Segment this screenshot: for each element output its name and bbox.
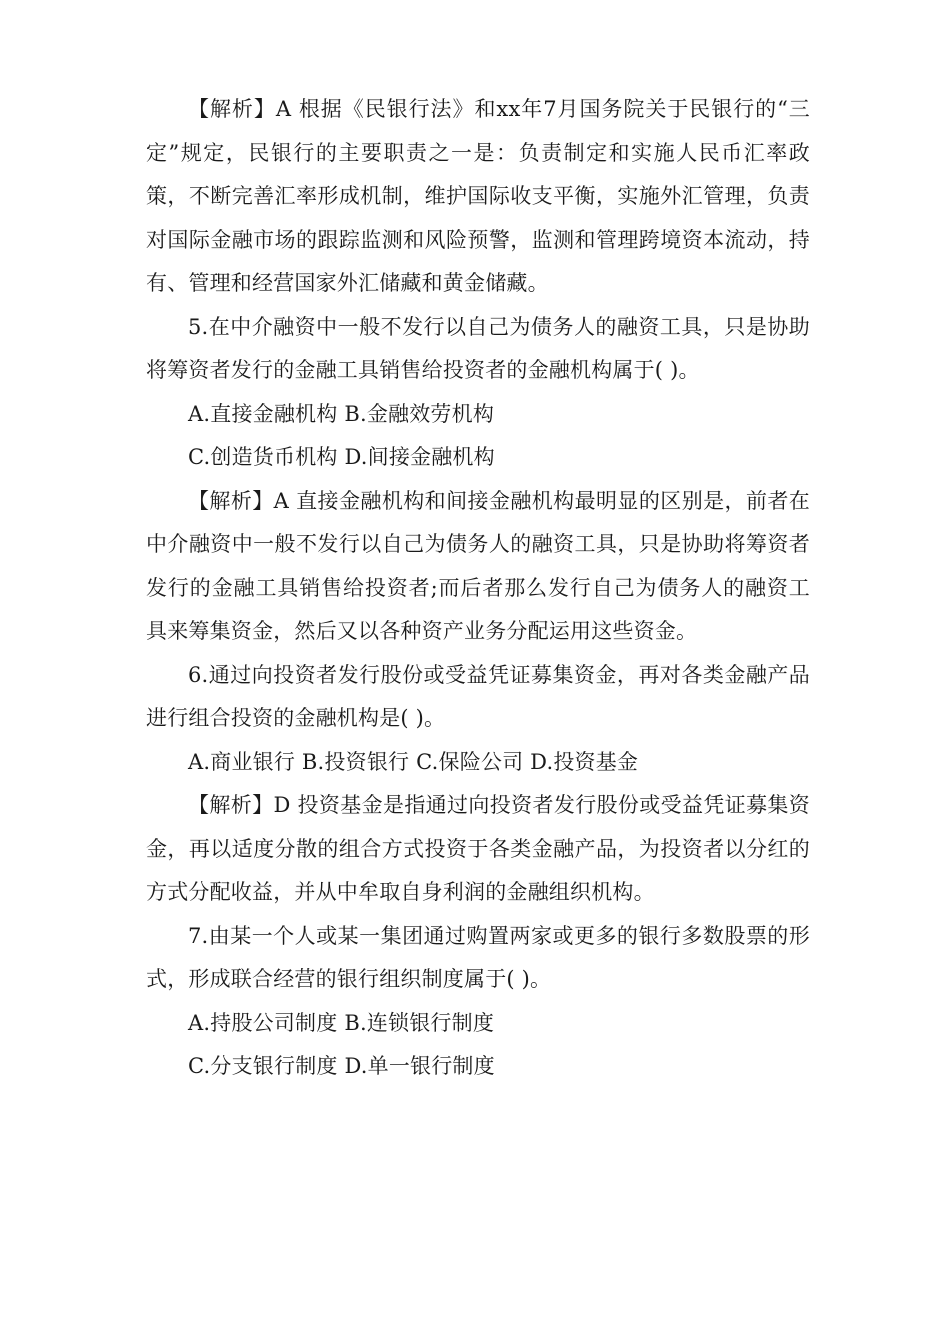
question-5-options-cd: C.创造货币机构 D.间接金融机构 (188, 445, 495, 469)
question-5: 5.在中介融资中一般不发行以自己为债务人的融资工具，只是协助将筹资者发行的金融工具销售给投资者的金融机构属于( )。 (146, 314, 810, 382)
document-body (146, 88, 810, 1089)
question-7: 7.由某一个人或某一集团通过购置两家或更多的银行多数股票的形式，形成联合经营的银行组织制度属于( )。 (146, 923, 810, 991)
explanation-paragraph-4: 【解析】A 根据《民银行法》和xx年7月国务院关于民银行的“三定”规定，民银行的主要职责之一是：负责制定和实施人民币汇率政策，不断完善汇率形成机制，维护国际收支平衡，实施外汇管理，负责对国际金融市场的跟踪监测和风险预警，监测和管理跨境资本流动，持有、管理和经营国家外汇储藏和黄金储藏。 (146, 97, 810, 295)
question-6: 6.通过向投资者发行股份或受益凭证募集资金，再对各类金融产品进行组合投资的金融机构是( )。 (146, 662, 810, 730)
explanation-paragraph-6: 【解析】D 投资基金是指通过向投资者发行股份或受益凭证募集资金，再以适度分散的组合方式投资于各类金融产品，为投资者以分红的方式分配收益，并从中牟取自身利润的金融组织机构。 (146, 793, 810, 904)
question-5-options-ab: A.直接金融机构 B.金融效劳机构 (188, 401, 495, 426)
question-7-options-ab: A.持股公司制度 B.连锁银行制度 (188, 1010, 495, 1035)
explanation-paragraph-5: 【解析】A 直接金融机构和间接金融机构最明显的区别是，前者在中介融资中一般不发行以自己为债务人的融资工具，只是协助将筹资者发行的金融工具销售给投资者;而后者那么发行自己为债务人的融资工具来筹集资金，然后又以各种资产业务分配运用这些资金。 (146, 488, 810, 643)
question-6-options: A.商业银行 B.投资银行 C.保险公司 D.投资基金 (188, 749, 639, 774)
question-7-options-cd: C.分支银行制度 D.单一银行制度 (188, 1054, 495, 1078)
